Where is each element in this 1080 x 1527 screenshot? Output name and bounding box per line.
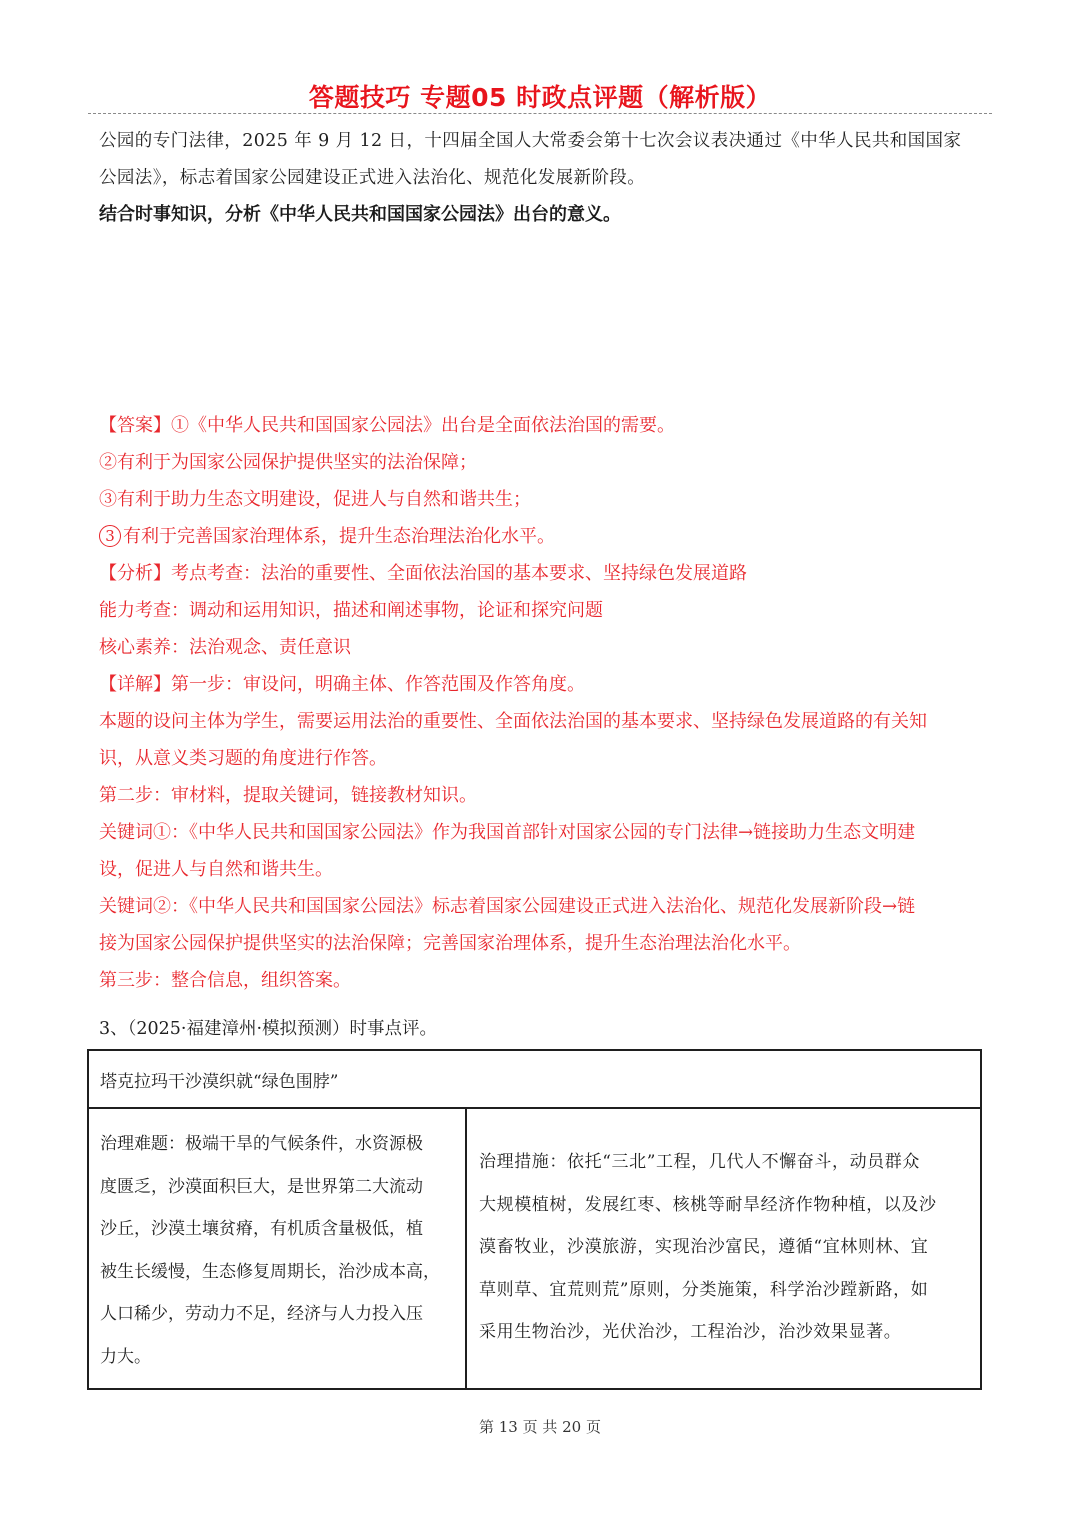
problem-line: 沙丘，沙漠土壤贫瘠，有机质含量极低，植 [100,1219,423,1239]
page-footer: 第 13 页 共 20 页 [478,1418,601,1436]
measures-line: 治理措施：依托“三北”工程，几代人不懈奋斗，动员群众 [479,1152,920,1172]
detail-line-8: 接为国家公园保护提供坚实的法治保障；完善国家治理体系，提升生态治理法治化水平。 [99,933,801,954]
title-divider [88,113,992,114]
measures-line: 草则草、宜荒则荒”原则，分类施策，科学治沙蹚新路，如 [479,1279,929,1300]
detail-line-1: 【详解】第一步：审设问，明确主体、作答范围及作答角度。 [99,674,585,695]
page-title: 答题技巧 专题05 时政点评题（解析版） [308,83,772,112]
problem-line: 人口稀少，劳动力不足，经济与人力投入压 [100,1304,423,1324]
material-line-1: 公园的专门法律，2025 年 9 月 12 日，十四届全国人大常委会第十七次会议表决通过《中华人民共和国国家 [99,131,962,151]
detail-line-6: 设，促进人与自然和谐共生。 [99,859,333,880]
table-title-cell [88,1050,981,1108]
detail-line-3: 识，从意义类习题的角度进行作答。 [99,748,387,769]
material-line-2: 公园法》，标志着国家公园建设正式进入法治化、规范化发展新阶段。 [99,168,646,188]
table-title: 塔克拉玛干沙漠织就“绿色围脖” [100,1071,339,1092]
problem-cell [88,1108,466,1389]
problem-line: 度匮乏，沙漠面积巨大，是世界第二大流动 [100,1176,423,1197]
detail-line-9: 第三步：整合信息，组织答案。 [99,970,351,991]
problem-line: 力大。 [100,1346,151,1367]
answer-line-3: ③有利于助力生态文明建设，促进人与自然和谐共生； [99,489,531,510]
material-table [87,1049,982,1390]
analysis-line-2: 能力考查：调动和运用知识，描述和阐述事物，论证和探究问题 [99,600,603,621]
measures-line: 采用生物治沙，光伏治沙，工程治沙，治沙效果显著。 [479,1322,902,1342]
measures-line: 漠畜牧业，沙漠旅游，实现治沙富民，遵循“宜林则林、宜 [479,1237,929,1257]
detail-line-2: 本题的设问主体为学生，需要运用法治的重要性、全面依法治国的基本要求、坚持绿色发展道路的有关知 [99,711,927,732]
detail-line-7: 关键词②：《中华人民共和国国家公园法》标志着国家公园建设正式进入法治化、规范化发展新阶段→链 [99,896,916,917]
analysis-line-3: 核心素养：法治观念、责任意识 [99,637,351,658]
answer-line-4-text: 有利于完善国家治理体系，提升生态治理法治化水平。 [123,526,555,547]
circled-number-3: 3 [99,525,121,547]
problem-line: 治理难题：极端干旱的气候条件，水资源极 [100,1134,423,1154]
question-3-stem: 3、（2025·福建漳州·模拟预测）时事点评。 [99,1019,438,1039]
question-text: 结合时事知识，分析《中华人民共和国国家公园法》出台的意义。 [99,204,621,225]
analysis-line-1: 【分析】考点考查：法治的重要性、全面依法治国的基本要求、坚持绿色发展道路 [99,563,747,584]
measures-cell [466,1108,981,1389]
measures-line: 大规模植树，发展红枣、核桃等耐旱经济作物种植，以及沙 [479,1194,937,1215]
detail-line-4: 第二步：审材料，提取关键词，链接教材知识。 [99,785,477,806]
answer-line-1: 【答案】①《中华人民共和国国家公园法》出台是全面依法治国的需要。 [99,415,675,436]
detail-line-5: 关键词①：《中华人民共和国国家公园法》作为我国首部针对国家公园的专门法律→链接助力生态文明建 [99,822,916,843]
answer-line-4 [99,523,989,551]
answer-line-2: ②有利于为国家公园保护提供坚实的法治保障； [99,452,477,473]
problem-line: 被生长缓慢，生态修复周期长，治沙成本高， [100,1261,440,1282]
